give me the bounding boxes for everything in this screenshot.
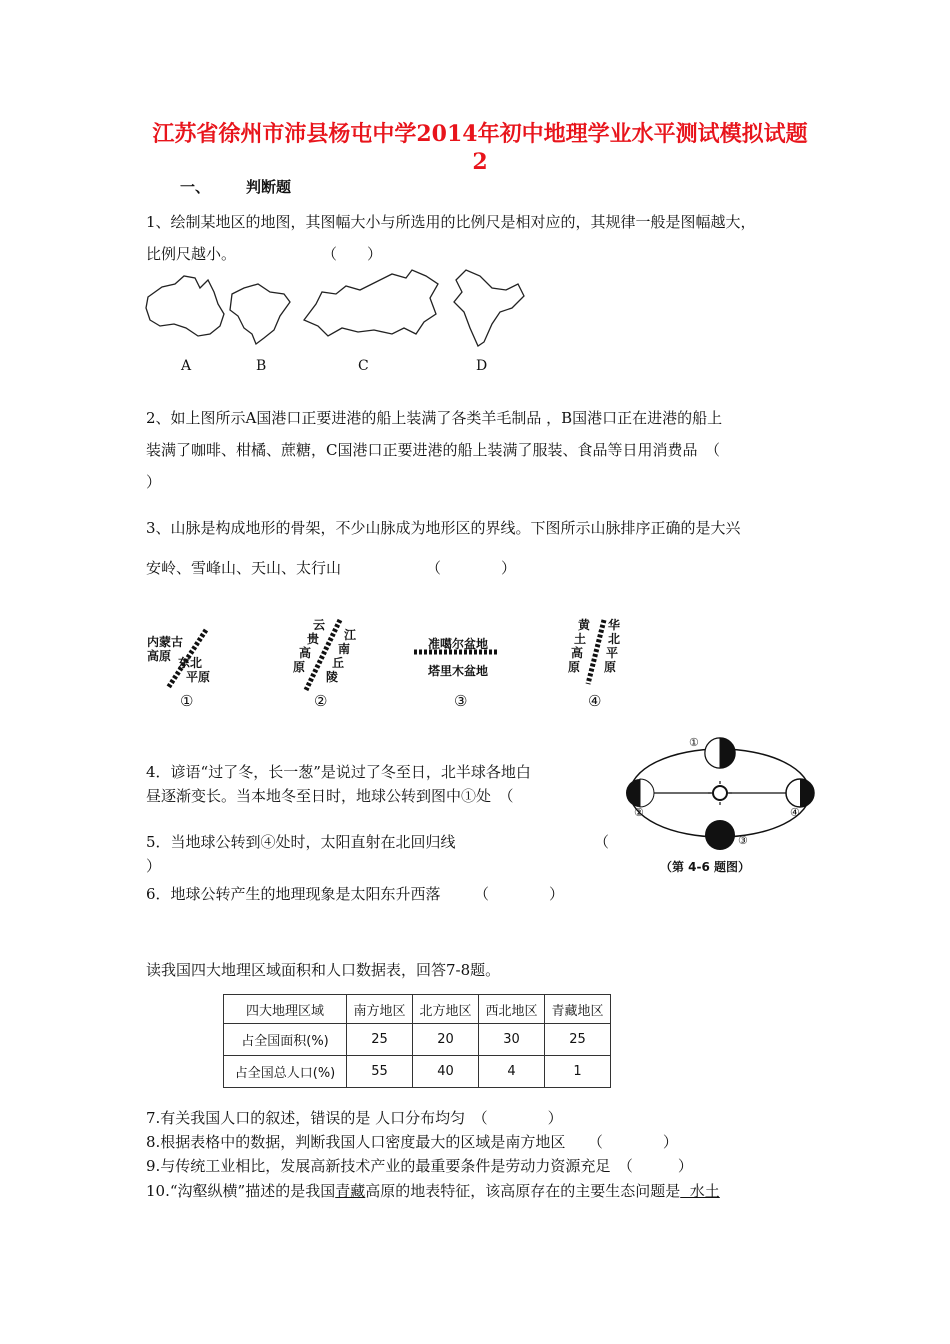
- map-india: [454, 270, 524, 346]
- question-4-line1: 4．谚语“过了冬，长一葱”是说过了冬至日，北半球各地白: [146, 763, 531, 781]
- label-line: 内蒙古: [147, 635, 184, 649]
- mountain-ridge-4: [588, 620, 604, 684]
- map-label-b: B: [256, 358, 267, 374]
- table-cell: 4: [479, 1056, 545, 1088]
- label-line: 平: [606, 646, 619, 660]
- label-line: 东北: [178, 656, 203, 670]
- label-line: 平原: [186, 670, 211, 684]
- question-3-line2: 安岭、雪峰山、天山、太行山: [146, 559, 342, 577]
- section-number: 一、: [180, 178, 211, 196]
- mountain-2-number: ②: [314, 692, 328, 710]
- map-label-c: C: [358, 358, 369, 374]
- orbit-position-1-label: ①: [689, 736, 699, 749]
- question-10-underlined: 青藏: [335, 1182, 366, 1200]
- label-line: 土: [574, 632, 587, 646]
- table-cell: 30: [479, 1024, 545, 1056]
- mountain-3-number: ③: [454, 692, 468, 710]
- map-label-a: A: [181, 358, 192, 374]
- question-1-line2: 比例尺越小。: [146, 245, 237, 263]
- table-cell: 55: [347, 1056, 413, 1088]
- label-line: 丘: [332, 656, 345, 670]
- map-russia: [304, 270, 438, 336]
- answer-blank-1: （ ）: [322, 245, 383, 263]
- mountain-4-number: ④: [588, 692, 602, 710]
- table-cell: 25: [545, 1024, 611, 1056]
- earth-orbit-diagram: [622, 735, 818, 860]
- question-2-line2: 装满了咖啡、柑橘、蔗糖，C国港口正要进港的船上装满了服装、食品等日用消费品 （: [146, 441, 720, 459]
- question-4-line2: 昼逐渐变长。当本地冬至日时，地球公转到图中①处 （: [146, 787, 514, 805]
- question-10: [146, 1181, 720, 1201]
- section-title: 判断题: [246, 178, 292, 196]
- map-brazil: [230, 284, 290, 344]
- orbit-position-4-label: ④: [790, 806, 800, 819]
- mountain-1-number: ①: [180, 692, 194, 710]
- question-10-text-mid: 高原的地表特征，该高原存在的主要生态问题是: [365, 1182, 681, 1200]
- orbit-position-2-label: ②: [634, 806, 644, 819]
- label-line: 黄: [578, 618, 591, 632]
- table-cell: 20: [413, 1024, 479, 1056]
- question-5-line1: 5．当地球公转到④处时，太阳直射在北回归线: [146, 833, 456, 851]
- table-header-row: [224, 995, 611, 1024]
- table-cell: 占全国面积(%): [224, 1024, 347, 1056]
- label-line: 华: [608, 618, 621, 632]
- page-title-line2: 2: [472, 149, 488, 175]
- earth-position-3-icon: [705, 820, 735, 850]
- label-line: 高原: [147, 649, 172, 663]
- answer-blank-5: （: [594, 833, 610, 851]
- label-line: 江: [344, 628, 357, 642]
- orbit-diagram-caption: （第 4-6 题图）: [660, 860, 751, 874]
- mountain-3-bottom-label: 塔里木盆地: [428, 664, 489, 678]
- table-header-cell: 北方地区: [413, 995, 479, 1024]
- region-data-table: [223, 994, 611, 1088]
- mountain-2-right-label: [326, 628, 356, 684]
- mountain-3-top-label: 准噶尔盆地: [428, 637, 489, 651]
- map-australia: [146, 276, 224, 336]
- question-5-line2: ）: [146, 857, 162, 875]
- label-line: 原: [604, 660, 617, 674]
- question-7: 7.有关我国人口的叙述，错误的是 人口分布均匀 （ ）: [146, 1109, 563, 1127]
- answer-blank-6: （ ）: [474, 885, 565, 903]
- table-header-cell: 南方地区: [347, 995, 413, 1024]
- mountain-2-left-label: [293, 618, 325, 674]
- label-line: 高: [299, 646, 312, 660]
- table-row: [224, 1024, 611, 1056]
- question-9: 9.与传统工业相比，发展高新技术产业的最重要条件是劳动力资源充足 （ ）: [146, 1157, 693, 1175]
- mountain-1-right-label: [178, 656, 210, 684]
- label-line: 南: [338, 642, 351, 656]
- question-10-answer: 水土: [680, 1182, 720, 1200]
- label-line: 贵: [307, 632, 320, 646]
- question-2-line1: 2、如上图所示A国港口正要进港的船上装满了各类羊毛制品 ，B国港口正在进港的船上: [146, 409, 723, 427]
- orbit-position-3-label: ③: [738, 834, 748, 847]
- question-2-line3: ）: [146, 473, 162, 491]
- label-line: 高: [571, 646, 584, 660]
- question-8: 8.根据表格中的数据，判断我国人口密度最大的区域是南方地区 （ ）: [146, 1133, 678, 1151]
- question-10-text: 10.“沟壑纵横”描述的是我国: [146, 1182, 336, 1200]
- mountain-4-left-label: [568, 618, 590, 674]
- mountain-4-right-label: [604, 618, 621, 674]
- sun-icon: [713, 786, 727, 800]
- table-cell: 1: [545, 1056, 611, 1088]
- table-header-cell: 西北地区: [479, 995, 545, 1024]
- table-row: [224, 1056, 611, 1088]
- question-1-line1: 1、绘制某地区的地图，其图幅大小与所选用的比例尺是相对应的，其规律一般是图幅越大，: [146, 213, 756, 231]
- label-line: 原: [293, 660, 306, 674]
- table-cell: 占全国总人口(%): [224, 1056, 347, 1088]
- page-title: 江苏省徐州市沛县杨屯中学2014年初中地理学业水平测试模拟试题: [152, 121, 808, 147]
- question-3-line1: 3、山脉是构成地形的骨架，不少山脉成为地形区的界线。下图所示山脉排序正确的是大兴: [146, 519, 741, 537]
- label-line: 原: [568, 660, 581, 674]
- table-header-cell: 青藏地区: [545, 995, 611, 1024]
- table-header-cell: 四大地理区域: [224, 995, 347, 1024]
- country-outline-maps: [140, 262, 540, 354]
- answer-blank-3: （ ）: [426, 559, 517, 577]
- question-6-line1: 6．地球公转产生的地理现象是太阳东升西落: [146, 885, 441, 903]
- table-intro: 读我国四大地理区域面积和人口数据表，回答7-8题。: [146, 961, 501, 979]
- mountain-range-diagrams: [140, 612, 640, 722]
- map-label-d: D: [476, 358, 488, 374]
- table-cell: 40: [413, 1056, 479, 1088]
- label-line: 陵: [326, 670, 339, 684]
- label-line: 云: [313, 618, 326, 632]
- label-line: 北: [608, 632, 621, 646]
- table-cell: 25: [347, 1024, 413, 1056]
